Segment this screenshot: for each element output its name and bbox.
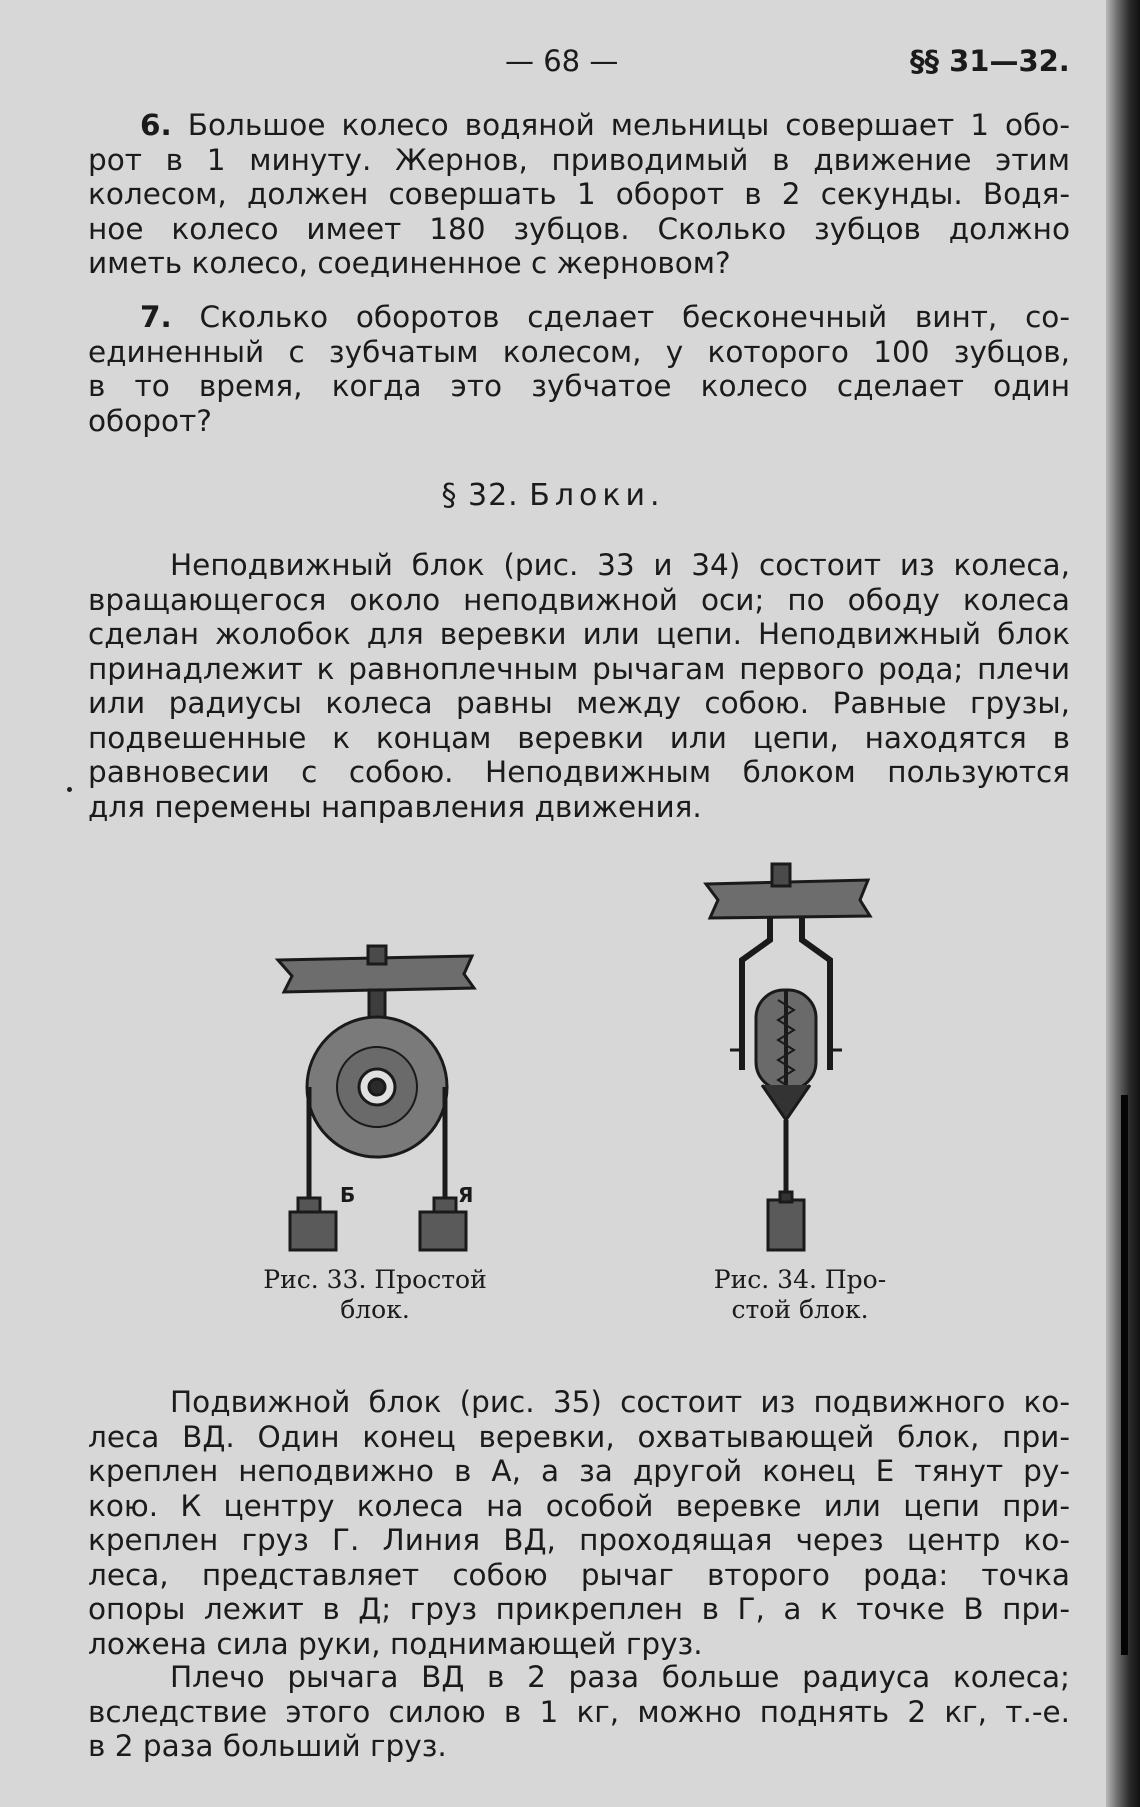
movable-block-line-5: креплен груз Г. Линия ВД, проходящая через центр ко- [88,1523,1070,1557]
fixed-block-line-2: вращающегося около неподвижной оси; по ободу колеса [88,582,1070,617]
fixed-block-line-7: равновесии с собою. Неподвижным блоком пользуются [88,755,1070,789]
movable-block-line-2: леса ВД. Один конец веревки, охватывающей блок, при- [88,1419,1070,1454]
movable-block-line-1: Подвижной блок (рис. 35) состоит из подвижного ко- [170,1385,1070,1419]
fixed-block-line-3: сделан жолобок для веревки или цепи. Неподвижный блок [88,617,1070,651]
lever-arm-paragraph [88,1660,1070,1764]
movable-block-line-7: опоры лежит в Д; груз прикреплен в Г, а к точке В при- [88,1592,1070,1626]
movable-block-paragraph [88,1385,1070,1661]
problem-6-line-5: иметь колесо, соединенное с жерновом? [88,246,731,280]
problem-6-number: 6. [140,108,172,142]
section-heading-prefix: § 32. [441,478,519,513]
movable-block-line-6: леса, представляет собою рычаг второго рода: точка [88,1557,1070,1592]
figure-33-label-right: Я [458,1183,474,1207]
problem-6-line-1: Большое колесо водяной мельницы совершает 1 обо- [187,108,1070,142]
movable-block-line-8: ложена сила руки, поднимающей груз. [88,1626,703,1661]
figure-34-caption-line-2: стой блок. [731,1295,869,1324]
fixed-block-line-8: для перемены направления движения. [88,789,702,824]
lever-arm-line-3: в 2 раза больший груз. [88,1729,447,1763]
lever-arm-line-2: вследствие этого силою в 1 кг, можно поднять 2 кг, т.-е. [88,1694,1070,1729]
fixed-block-line-4: принадлежит к равноплечным рычагам первого рода; плечи [88,651,1070,686]
fixed-block-line-1: Неподвижный блок (рис. 33 и 34) состоит из колеса, [170,548,1070,582]
problem-7-line-1: Сколько оборотов сделает бесконечный винт, со- [199,300,1070,334]
movable-block-line-3: креплен неподвижно в А, а за другой конец Е тянут ру- [88,1454,1070,1488]
movable-block-line-4: кою. К центру колеса на особой веревке или цепи при- [88,1488,1070,1523]
section-range: §§ 31—32. [910,44,1070,78]
figure-33-caption-line-2: блок. [340,1295,410,1324]
problem-7-line-2: единенный с зубчатым колесом, у которого 100 зубцов, [88,334,1070,369]
problem-6 [88,108,1070,281]
fixed-block-line-5: или радиусы колеса равны между собою. Равные грузы, [88,686,1070,720]
problem-7-line-3: в то время, когда это зубчатое колесо сделает один [88,369,1070,403]
problem-7 [88,300,1070,438]
problem-7-line-4: оборот? [88,403,212,438]
figure-34-illustration [700,860,875,1265]
page-header [0,44,1106,84]
problem-6-line-4: ное колесо имеет 180 зубцов. Сколько зубцов должно [88,211,1070,246]
figure-34-caption-line-1: Рис. 34. Про- [713,1265,887,1294]
figure-33-illustration [270,940,485,1270]
problem-6-line-3: колесом, должен совершать 1 оборот в 2 секунды. Водя- [88,177,1070,211]
figure-33-caption [250,1265,500,1325]
figure-33-caption-line-1: Рис. 33. Простой [263,1265,487,1294]
problem-7-number: 7. [140,300,172,334]
page-number: — 68 — [505,44,619,78]
section-heading [0,478,1106,513]
lever-arm-line-1: Плечо рычага ВД в 2 раза больше радиуса колеса; [170,1660,1070,1694]
fixed-block-paragraph [88,548,1070,824]
section-heading-title: Блоки. [529,478,665,513]
figure-33-label-left: Б [340,1183,356,1207]
figure-34-caption [680,1265,920,1325]
page-edge-mark [1121,1095,1128,1655]
fixed-block-line-6: подвешенные к концам веревки или цепи, находятся в [88,720,1070,755]
problem-6-line-2: рот в 1 минуту. Жернов, приводимый в движение этим [88,142,1070,177]
print-speck [67,787,72,792]
